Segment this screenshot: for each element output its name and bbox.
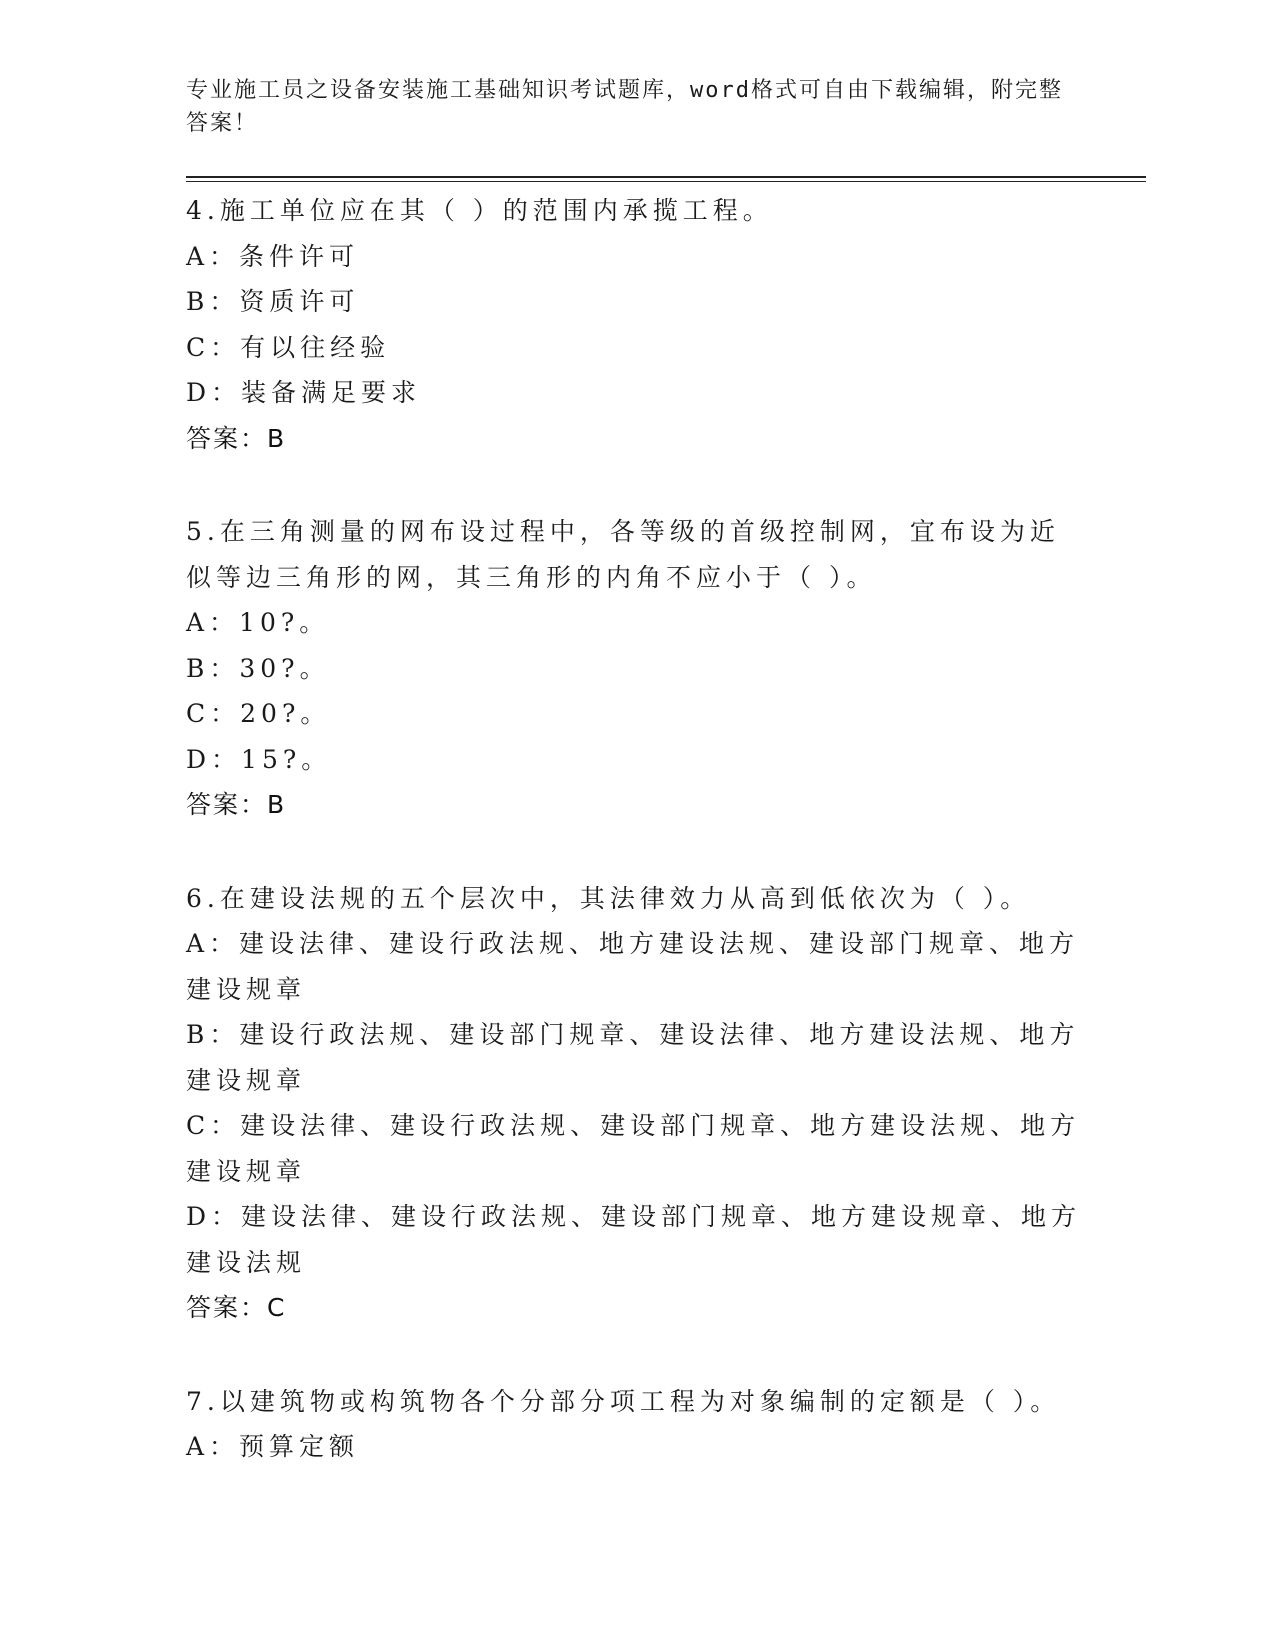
option-b: B：30?。: [186, 653, 330, 683]
option-d: D：装备满足要求: [186, 378, 422, 407]
question-stem: 7.以建筑物或构筑物各个分部分项工程为对象编制的定额是（ ）。: [186, 1386, 1061, 1416]
answer-label: 答案：B: [186, 423, 287, 453]
option-a: A：10?。: [186, 608, 330, 637]
header-divider-thick: [186, 176, 1146, 178]
question-list: [186, 188, 1086, 1518]
option-c: C：建设法律、建设行政法规、建设部门规章、地方建设法规、地方建设规章: [186, 1111, 1081, 1186]
option-b: B：资质许可: [186, 287, 360, 316]
answer-label: 答案：C: [186, 1293, 287, 1322]
answer-label: 答案：B: [186, 790, 287, 819]
question-stem: 6.在建设法规的五个层次中，其法律效力从高到低依次为（ ）。: [186, 883, 1031, 913]
document-header: 专业施工员之设备安装施工基础知识考试题库，word格式可自由下载编辑，附完整答案！: [186, 78, 1063, 136]
question-5: [186, 509, 1086, 828]
question-4: [186, 188, 1086, 461]
option-c: C：有以往经验: [186, 332, 391, 362]
option-a: A：预算定额: [186, 1432, 360, 1461]
question-6: [186, 876, 1086, 1331]
question-stem: 5.在三角测量的网布设过程中，各等级的首级控制网，宜布设为近似等边三角形的网，其三角形的内角不应小于（ ）。: [186, 517, 1060, 592]
option-d: D：15?。: [186, 744, 332, 774]
question-7: [186, 1379, 1086, 1470]
option-c: C：20?。: [186, 699, 331, 728]
header-divider-thin: [186, 181, 1146, 182]
option-a: A：建设法律、建设行政法规、地方建设法规、建设部门规章、地方建设规章: [186, 929, 1080, 1004]
option-b: B：建设行政法规、建设部门规章、建设法律、地方建设法规、地方建设规章: [186, 1020, 1080, 1095]
option-d: D：建设法律、建设行政法规、建设部门规章、地方建设规章、地方建设法规: [186, 1202, 1082, 1277]
option-a: A：条件许可: [186, 241, 360, 271]
question-stem: 4.施工单位应在其（ ）的范围内承揽工程。: [186, 196, 773, 225]
